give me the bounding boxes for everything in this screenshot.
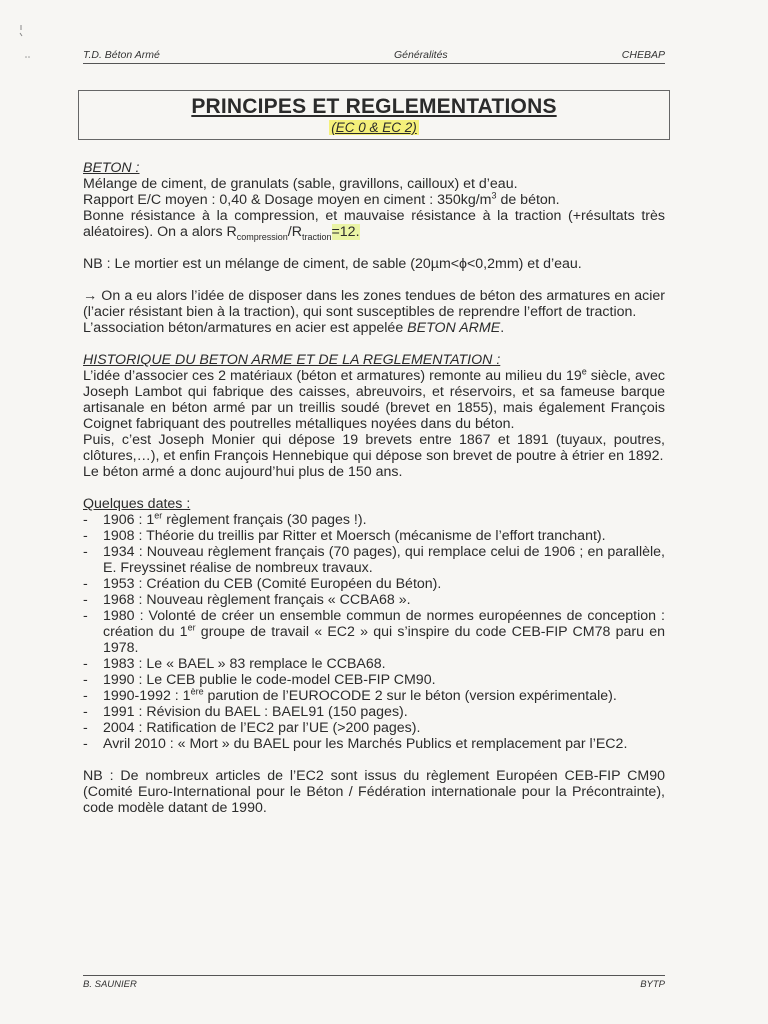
page-header: [83, 49, 665, 64]
historique-p1-end: siècle, avec Joseph Lambot qui fabrique des caisses, abreuvoirs, et réservoirs, et sa fameuse barque artisanale en béton armé par un treillis soudé (brevet en 1855), mais également François Coignet fabriquant des poutrelles métalliques noyées dans du béton.: [83, 368, 666, 432]
beton-line-2-sup: 3: [491, 190, 497, 201]
list-item-text: Avril 2010 : « Mort » du BAEL pour les Marchés Publics et remplacement par l’EC2.: [103, 736, 628, 752]
list-bullet: -: [83, 544, 88, 560]
armature-line-end: .: [500, 320, 505, 336]
list-bullet: -: [83, 528, 88, 544]
historique-paragraph-2: Puis, c’est Joseph Monier qui dépose 19 brevets entre 1867 et 1891 (tuyaux, poutres, clôtures,…), et enfin François Hennebique qui dépose son brevet de poutre à étrier en 1892.: [83, 432, 665, 464]
page-subtitle: (EC 0 & EC 2): [331, 120, 417, 135]
historique-paragraph-1: [83, 368, 665, 432]
list-item-text: 1968 : Nouveau règlement français « CCBA68 ».: [103, 592, 411, 608]
title-box: [78, 90, 670, 140]
list-item-text: 1953 : Création du CEB (Comité Européen du Béton).: [103, 576, 442, 592]
list-item-text: 1990 : Le CEB publie le code-model CEB-FIP CM90.: [103, 672, 436, 688]
armature-line: [83, 320, 665, 336]
section-heading-beton: BETON :: [83, 160, 140, 176]
header-center: Généralités: [393, 49, 448, 61]
historique-p1-sup: e: [581, 366, 587, 377]
date-1906-end: règlement français (30 pages !).: [162, 512, 367, 528]
list-bullet: -: [83, 608, 88, 624]
list-bullet: -: [83, 512, 88, 528]
list-item: [83, 736, 665, 752]
list-item: [83, 688, 665, 704]
date-1980-text: 1980 : Volonté de créer un ensemble commun de normes européennes de conception : création du 1: [103, 608, 665, 640]
scan-artifact-mark: [18, 24, 24, 40]
list-item-text: [103, 688, 665, 704]
header-left: T.D. Béton Armé: [83, 49, 160, 61]
list-item: [83, 512, 665, 528]
list-bullet: -: [83, 656, 88, 672]
beton-line-2-end: de béton.: [496, 192, 560, 208]
armature-line-emphasis: BETON ARME: [407, 320, 501, 336]
nb-mortier: NB : Le mortier est un mélange de ciment, de sable (20µm<ϕ<0,2mm) et d’eau.: [83, 256, 582, 272]
page-footer: [83, 975, 665, 990]
armature-line-text: L’association béton/armatures en acier est appelée: [83, 320, 408, 336]
list-item: [83, 672, 665, 688]
nb-ec2: NB : De nombreux articles de l’EC2 sont issus du règlement Européen CEB-FIP CM90 (Comité Euro-International pour le Béton / Fédération internationale pour la Précontrainte), code modèle datant de 1990.: [83, 768, 665, 816]
list-item-text: [103, 512, 665, 528]
list-item: [83, 576, 665, 592]
date-1992-text: 1990-1992 : 1: [103, 688, 191, 704]
list-item-text: 2004 : Ratification de l’EC2 par l’UE (>200 pages).: [103, 720, 421, 736]
beton-line-3: [83, 208, 665, 240]
list-bullet: -: [83, 704, 88, 720]
list-item: [83, 608, 665, 656]
list-item-text: 1983 : Le « BAEL » 83 remplace le CCBA68.: [103, 656, 386, 672]
section-heading-historique: HISTORIQUE DU BETON ARME ET DE LA REGLEMENTATION :: [83, 352, 501, 368]
list-bullet: -: [83, 672, 88, 688]
beton-line-3-ratio: /R: [287, 224, 302, 240]
list-item: [83, 656, 665, 672]
date-1992-end: parution de l’EUROCODE 2 sur le béton (version expérimentale).: [203, 688, 617, 704]
list-item-text: [103, 608, 665, 656]
list-item-text: 1908 : Théorie du treillis par Ritter et Moersch (mécanisme de l’effort tranchant).: [103, 528, 606, 544]
date-1980-sup: er: [187, 622, 196, 633]
beton-line-3-sub-compression: compression: [236, 231, 288, 242]
list-bullet: -: [83, 592, 88, 608]
footer-right: BYTP: [640, 979, 665, 990]
beton-line-3-highlight: =12.: [331, 224, 360, 240]
list-item-text: 1991 : Révision du BAEL : BAEL91 (150 pages).: [103, 704, 408, 720]
list-item: [83, 528, 665, 544]
beton-line-3-text: Bonne résistance à la compression, et mauvaise résistance à la traction (+résultats très aléatoires). On a alors R: [83, 208, 665, 240]
list-item: [83, 720, 665, 736]
historique-paragraph-3: Le béton armé a donc aujourd’hui plus de 150 ans.: [83, 464, 403, 480]
date-1980-end: groupe de travail « EC2 » qui s’inspire du code CEB-FIP CM78 paru en 1978.: [103, 624, 665, 656]
list-bullet: -: [83, 720, 88, 736]
header-right: CHEBAP: [621, 49, 665, 61]
page-title: PRINCIPES ET REGLEMENTATIONS: [191, 95, 557, 118]
historique-p1-text: L’idée d’associer ces 2 matériaux (béton et armatures) remonte au milieu du 19: [83, 368, 582, 384]
beton-line-1: Mélange de ciment, de granulats (sable, gravillons, cailloux) et d’eau.: [83, 176, 518, 192]
date-1906-text: 1906 : 1: [103, 512, 155, 528]
list-bullet: -: [83, 688, 88, 704]
beton-line-2: [83, 192, 665, 208]
armature-paragraph: → On a eu alors l’idée de disposer dans les zones tendues de béton des armatures en acier (l’acier résistant bien à la traction), qui sont susceptibles de reprendre l’effort de traction.: [83, 288, 665, 320]
scan-artifact-dots: [24, 55, 34, 59]
list-item-text: 1934 : Nouveau règlement français (70 pages), qui remplace celui de 1906 ; en parallèle, E. Freyssinet réalise de nombreux travaux.: [103, 544, 665, 576]
dates-list: [83, 512, 665, 752]
beton-line-2-text: Rapport E/C moyen : 0,40 & Dosage moyen en ciment : 350kg/m: [83, 192, 492, 208]
section-heading-dates: Quelques dates :: [83, 496, 191, 512]
list-bullet: -: [83, 736, 88, 752]
date-1992-sup: ère: [190, 686, 204, 697]
list-item: [83, 704, 665, 720]
list-item: [83, 592, 665, 608]
date-1906-sup: er: [154, 510, 163, 521]
beton-line-3-sub-traction: traction: [301, 231, 332, 242]
list-item: [83, 544, 665, 576]
footer-author: B. SAUNIER: [83, 979, 137, 990]
document-body: [83, 160, 665, 816]
list-bullet: -: [83, 576, 88, 592]
